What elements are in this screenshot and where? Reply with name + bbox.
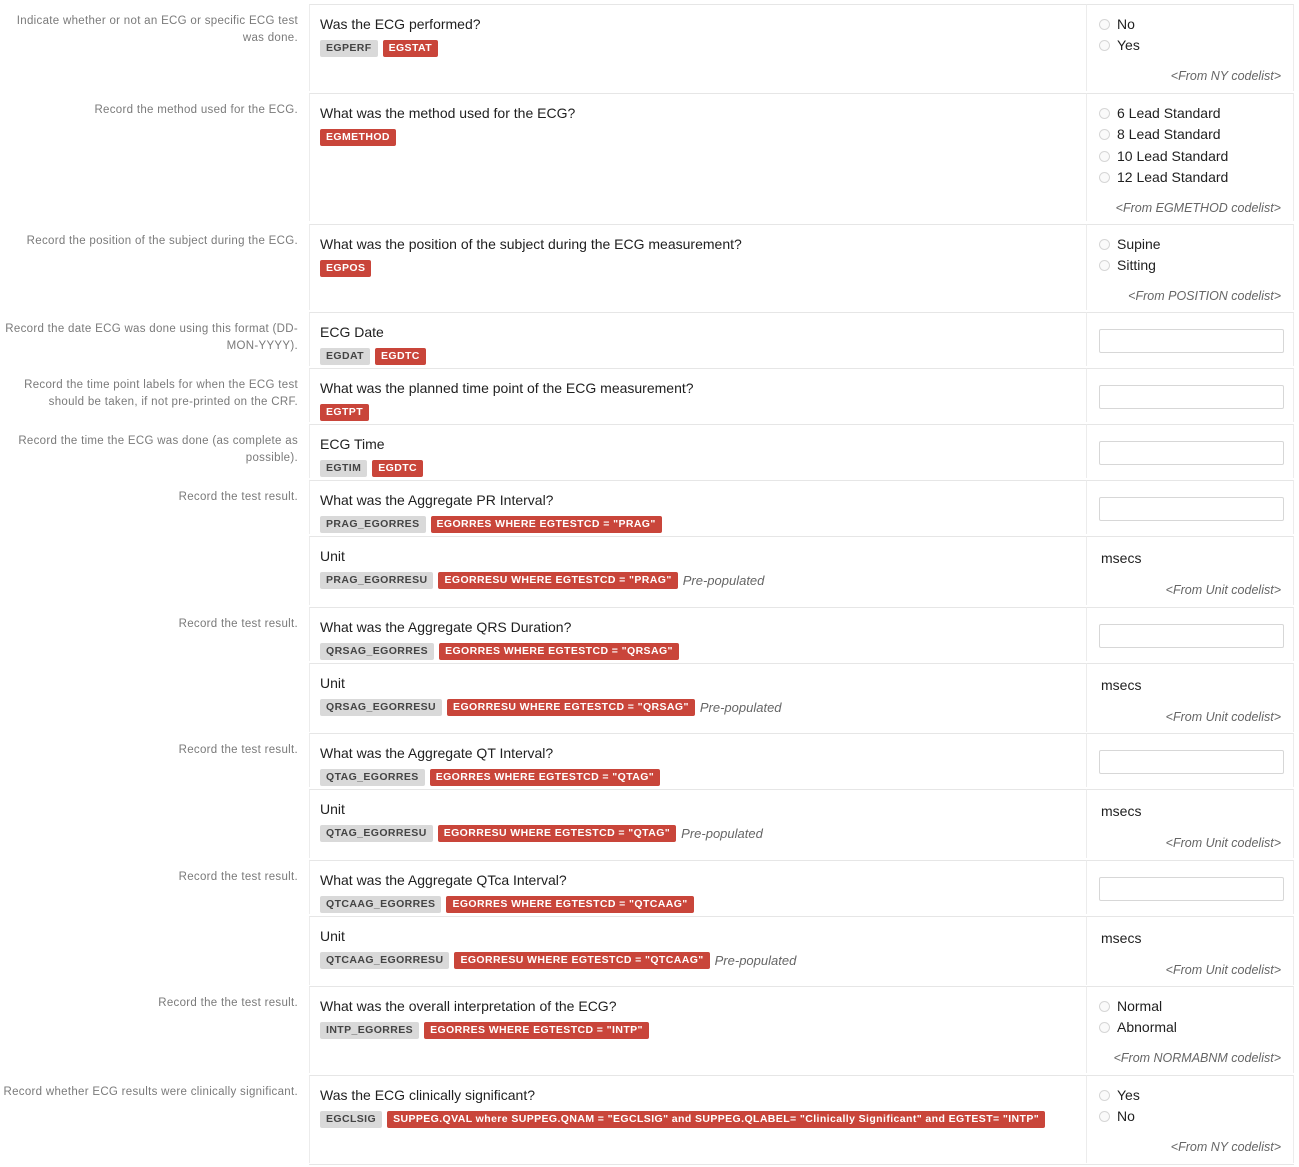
variable-tags (320, 952, 796, 969)
variable-tags (320, 1111, 1050, 1128)
radio-option[interactable] (1099, 148, 1228, 164)
question-cell (309, 916, 1086, 985)
text-input[interactable] (1099, 750, 1284, 774)
variable-tags (320, 896, 699, 913)
radio-option-label: 6 Lead Standard (1117, 105, 1221, 121)
variable-tags (320, 460, 428, 477)
radio-button-icon[interactable] (1099, 40, 1110, 51)
text-input[interactable] (1099, 385, 1284, 409)
question-text: Unit (320, 928, 345, 944)
question-text: What was the method used for the ECG? (320, 105, 576, 121)
instruction-text: Record the test result. (178, 744, 298, 756)
unit-value: msecs (1101, 930, 1142, 946)
radio-option-label: 8 Lead Standard (1117, 126, 1221, 142)
instruction-text: Record the date ECG was done using this format (DD-MON-YYYY). (5, 323, 298, 352)
unit-value: msecs (1101, 803, 1142, 819)
sdtm-mapping-tag: EGORRESU WHERE EGTESTCD = "PRAG" (438, 572, 677, 589)
sdtm-mapping-tag: EGORRES WHERE EGTESTCD = "PRAG" (431, 516, 662, 533)
question-cell (309, 224, 1086, 310)
text-input[interactable] (1099, 624, 1284, 648)
variable-tags (320, 404, 374, 421)
radio-option-label: Supine (1117, 236, 1161, 252)
cdash-variable-tag: EGTIM (320, 460, 367, 477)
radio-option[interactable] (1099, 16, 1135, 32)
cdash-variable-tag: EGDAT (320, 348, 370, 365)
text-input[interactable] (1099, 497, 1284, 521)
radio-option[interactable] (1099, 257, 1156, 273)
unit-value: msecs (1101, 677, 1142, 693)
codelist-note: <From NORMABNM codelist> (1113, 1051, 1281, 1065)
radio-button-icon[interactable] (1099, 239, 1110, 250)
radio-option[interactable] (1099, 1108, 1135, 1124)
question-cell (309, 480, 1086, 534)
variable-tags (320, 1022, 654, 1039)
answer-cell (1086, 93, 1294, 221)
prepopulated-note: Pre-populated (681, 826, 763, 841)
instruction-text: Indicate whether or not an ECG or specific ECG test was done. (16, 15, 298, 44)
sdtm-mapping-tag: EGORRES WHERE EGTESTCD = "QTCAAG" (446, 896, 693, 913)
radio-button-icon[interactable] (1099, 1022, 1110, 1033)
radio-option[interactable] (1099, 37, 1140, 53)
radio-option-label: Abnormal (1117, 1019, 1177, 1035)
answer-cell (1086, 663, 1294, 732)
sdtm-mapping-tag: EGSTAT (383, 40, 438, 57)
sdtm-mapping-tag: EGORRESU WHERE EGTESTCD = "QTCAAG" (454, 952, 709, 969)
radio-option-label: Yes (1117, 37, 1140, 53)
instruction-text: Record the test result. (178, 491, 298, 503)
prepopulated-note: Pre-populated (682, 573, 765, 588)
codelist-note: <From NY codelist> (1170, 69, 1281, 83)
variable-tags (320, 825, 763, 842)
question-text: What was the Aggregate QT Interval? (320, 745, 554, 761)
sdtm-mapping-tag: EGDTC (375, 348, 426, 365)
cdash-variable-tag: EGCLSIG (320, 1111, 382, 1128)
sdtm-mapping-tag: EGMETHOD (320, 129, 396, 146)
radio-button-icon[interactable] (1099, 151, 1110, 162)
prepopulated-note: Pre-populated (714, 953, 797, 968)
question-cell (309, 789, 1086, 858)
variable-tags (320, 260, 376, 277)
codelist-note: <From Unit codelist> (1165, 836, 1281, 850)
cdash-variable-tag: QRSAG_EGORRESU (320, 699, 442, 716)
instruction-text: Record the test result. (178, 871, 298, 883)
question-text: What was the overall interpretation of the ECG? (320, 998, 617, 1014)
question-cell (309, 4, 1086, 91)
codelist-note: <From POSITION codelist> (1128, 289, 1281, 303)
sdtm-mapping-tag: EGORRES WHERE EGTESTCD = "QRSAG" (439, 643, 679, 660)
unit-value: msecs (1101, 550, 1142, 566)
cdash-variable-tag: QTAG_EGORRESU (320, 825, 433, 842)
instruction-text: Record the time the ECG was done (as complete as possible). (18, 435, 298, 464)
answer-cell (1086, 224, 1294, 310)
radio-option-label: Yes (1117, 1087, 1140, 1103)
radio-option[interactable] (1099, 236, 1161, 252)
instruction-text: Record the time point labels for when the ECG test should be taken, if not pre-printed on the CRF. (24, 379, 298, 408)
prepopulated-note: Pre-populated (699, 700, 782, 715)
answer-cell (1086, 4, 1294, 91)
instruction-text: Record the method used for the ECG. (94, 104, 298, 116)
answer-cell (1086, 536, 1294, 605)
answer-cell (1086, 789, 1294, 858)
question-text: Unit (320, 801, 345, 817)
radio-option-label: No (1117, 16, 1135, 32)
radio-option[interactable] (1099, 1019, 1177, 1035)
answer-cell (1086, 860, 1294, 914)
variable-tags (320, 40, 443, 57)
question-text: Was the ECG clinically significant? (320, 1087, 536, 1103)
question-cell (309, 93, 1086, 221)
codelist-note: <From EGMETHOD codelist> (1115, 201, 1281, 215)
question-cell (309, 860, 1086, 914)
variable-tags (320, 572, 764, 589)
sdtm-mapping-tag: EGDTC (372, 460, 423, 477)
answer-cell (1086, 733, 1294, 787)
cdash-variable-tag: QRSAG_EGORRES (320, 643, 434, 660)
question-text: What was the Aggregate QRS Duration? (320, 619, 572, 635)
answer-cell (1086, 368, 1294, 422)
answer-cell (1086, 986, 1294, 1073)
radio-option[interactable] (1099, 169, 1228, 185)
radio-button-icon[interactable] (1099, 19, 1110, 30)
text-input[interactable] (1099, 877, 1284, 901)
question-text: Unit (320, 548, 345, 564)
sdtm-mapping-tag: EGORRES WHERE EGTESTCD = "QTAG" (430, 769, 660, 786)
question-text: Was the ECG performed? (320, 16, 481, 32)
radio-option-label: No (1117, 1108, 1135, 1124)
question-text: What was the Aggregate PR Interval? (320, 492, 554, 508)
variable-tags (320, 769, 665, 786)
question-cell (309, 733, 1086, 787)
variable-tags (320, 643, 684, 660)
radio-button-icon[interactable] (1099, 1001, 1110, 1012)
form-bottom-border (309, 1164, 1294, 1165)
cdash-variable-tag: EGPERF (320, 40, 378, 57)
codelist-note: <From Unit codelist> (1165, 710, 1281, 724)
cdash-variable-tag: QTCAAG_EGORRES (320, 896, 441, 913)
question-cell (309, 312, 1086, 366)
text-input[interactable] (1099, 441, 1284, 465)
answer-cell (1086, 607, 1294, 661)
radio-option-label: 10 Lead Standard (1117, 148, 1229, 164)
question-text: ECG Date (320, 324, 384, 340)
cdash-variable-tag: PRAG_EGORRES (320, 516, 426, 533)
radio-button-icon[interactable] (1099, 1090, 1110, 1101)
answer-cell (1086, 1075, 1294, 1163)
instruction-text: Record whether ECG results were clinically significant. (3, 1086, 298, 1098)
question-cell (309, 368, 1086, 422)
radio-option[interactable] (1099, 105, 1221, 121)
instruction-text: Record the the test result. (158, 997, 298, 1009)
variable-tags (320, 129, 401, 146)
question-text: What was the Aggregate QTca Interval? (320, 872, 567, 888)
radio-option[interactable] (1099, 998, 1162, 1014)
question-cell (309, 424, 1086, 478)
sdtm-mapping-tag: EGPOS (320, 260, 371, 277)
answer-cell (1086, 312, 1294, 366)
cdash-variable-tag: QTAG_EGORRES (320, 769, 425, 786)
answer-cell (1086, 480, 1294, 534)
radio-button-icon[interactable] (1099, 172, 1110, 183)
question-cell (309, 536, 1086, 605)
question-cell (309, 1075, 1086, 1163)
sdtm-mapping-tag: EGORRESU WHERE EGTESTCD = "QRSAG" (447, 699, 695, 716)
instruction-text: Record the position of the subject during the ECG. (26, 235, 298, 247)
codelist-note: <From Unit codelist> (1165, 963, 1281, 977)
question-text: Unit (320, 675, 345, 691)
codelist-note: <From NY codelist> (1170, 1140, 1281, 1154)
instruction-text: Record the test result. (178, 618, 298, 630)
cdash-variable-tag: QTCAAG_EGORRESU (320, 952, 449, 969)
cdash-variable-tag: INTP_EGORRES (320, 1022, 419, 1039)
radio-option-label: 12 Lead Standard (1117, 169, 1229, 185)
sdtm-mapping-tag: EGORRESU WHERE EGTESTCD = "QTAG" (438, 825, 676, 842)
question-cell (309, 607, 1086, 661)
codelist-note: <From Unit codelist> (1165, 583, 1281, 597)
radio-button-icon[interactable] (1099, 108, 1110, 119)
radio-option[interactable] (1099, 126, 1221, 142)
radio-button-icon[interactable] (1099, 129, 1110, 140)
radio-button-icon[interactable] (1099, 260, 1110, 271)
variable-tags (320, 348, 431, 365)
radio-option[interactable] (1099, 1087, 1140, 1103)
radio-button-icon[interactable] (1099, 1111, 1110, 1122)
variable-tags (320, 516, 667, 533)
question-text: What was the position of the subject during the ECG measurement? (320, 236, 742, 252)
radio-option-label: Normal (1117, 998, 1163, 1014)
variable-tags (320, 699, 782, 716)
answer-cell (1086, 424, 1294, 478)
question-text: ECG Time (320, 436, 385, 452)
radio-option-label: Sitting (1117, 257, 1156, 273)
question-text: What was the planned time point of the ECG measurement? (320, 380, 694, 396)
answer-cell (1086, 916, 1294, 985)
question-cell (309, 663, 1086, 732)
sdtm-mapping-tag: EGTPT (320, 404, 369, 421)
sdtm-mapping-tag: EGORRES WHERE EGTESTCD = "INTP" (424, 1022, 649, 1039)
question-cell (309, 986, 1086, 1073)
cdash-variable-tag: PRAG_EGORRESU (320, 572, 433, 589)
text-input[interactable] (1099, 329, 1284, 353)
sdtm-mapping-tag: SUPPEG.QVAL where SUPPEG.QNAM = "EGCLSIG" and SUPPEG.QLABEL= "Clinically Significant" and EGTEST= "INTP" (387, 1111, 1045, 1128)
